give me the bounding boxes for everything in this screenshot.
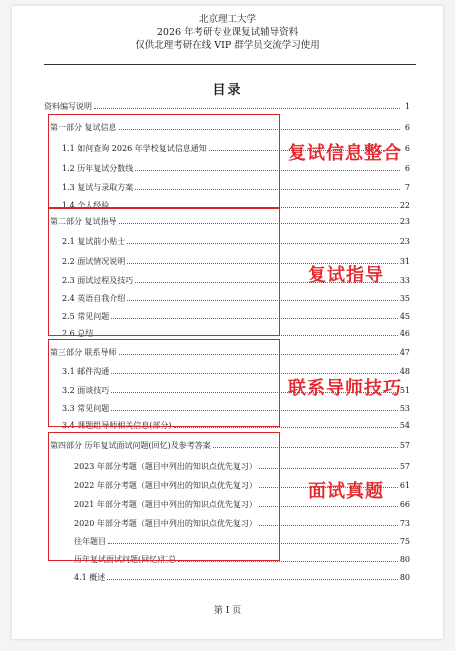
toc-item-title: 2023 年部分考题（题目中列出的知识点优先复习） [74,462,257,471]
toc-item-title: 1.2 历年复试分数线 [62,164,134,173]
toc-entry-page: 61 [399,481,410,490]
toc-leader [178,561,398,562]
toc-entry-preface[interactable] [44,99,410,112]
annotation-review-info: 复试信息整合 [288,143,402,164]
toc-section-title: 第四部分 历年复试面试问题(回忆)及参考答案 [50,441,211,450]
toc-entry-page: 48 [399,367,410,376]
toc-entry-page: 31 [399,257,410,266]
toc-entry-page: 53 [399,404,410,413]
toc-entry-page: 80 [399,555,410,564]
toc-section-title: 第二部分 复试指导 [50,217,117,226]
toc-leader [174,427,398,428]
toc-item-title: 1.4 个人经验 [62,201,110,210]
highlight-box-part4 [48,432,280,561]
toc-item-title: 4.1 概述 [74,573,106,582]
toc-entry-page: 33 [399,276,410,285]
toc-section-title: 第三部分 联系导师 [50,348,117,357]
toc-entry-page: 46 [399,329,410,338]
document-page [12,6,443,639]
toc-entry-page: 6 [404,164,410,173]
toc-item-title: 2.4 英语自我介绍 [62,294,126,303]
toc-entry-page: 7 [404,183,410,192]
toc-title: 目录 [212,83,243,98]
annotation-interview-questions: 面试真题 [308,481,384,502]
toc-item-title: 2.5 常见问题 [62,312,110,321]
header-material-title: 2026 年考研专业课复试辅导资料 [156,27,299,38]
toc-item-title: 2020 年部分考题（题目中列出的知识点优先复习） [74,519,257,528]
toc-entry-page: 45 [399,312,410,321]
toc-item-title: 2021 年部分考题（题目中列出的知识点优先复习） [74,500,257,509]
toc-entry-page: 23 [399,237,410,246]
toc-item-title: 3.1 邮件沟通 [62,367,110,376]
toc-item-title: 3.2 面谈技巧 [62,386,110,395]
toc-item-4-1[interactable] [74,570,410,583]
header-school: 北京理工大学 [198,14,256,25]
header-rule [44,64,416,65]
toc-item-title: 3.3 常见问题 [62,404,110,413]
toc-entry-page: 73 [399,519,410,528]
toc-entry-page: 6 [404,123,410,132]
toc-entry-page: 75 [399,537,410,546]
toc-entry-page: 51 [399,386,410,395]
highlight-box-part2 [48,208,280,336]
toc-entry-page: 47 [399,348,410,357]
toc-entry-page: 6 [404,144,410,153]
highlight-box-part1 [48,114,280,208]
toc-item-title: 历年复试面试问题(回忆)汇总 [74,555,177,564]
annotation-review-guide: 复试指导 [308,265,384,286]
toc-item-title: 2022 年部分考题（题目中列出的知识点优先复习） [74,481,257,490]
toc-item-title: 3.4 课题组导师相关信息(部分) [62,421,172,430]
toc-entry-page: 80 [399,573,410,582]
toc-item-title: 2.1 复试前小贴士 [62,237,126,246]
header-usage-note: 仅供北理考研在线 VIP 群学员交流学习使用 [135,40,320,51]
toc-item-title: 2.6 总结 [62,329,94,338]
toc-section-title: 第一部分 复试信息 [50,123,117,132]
toc-item-title: 1.3 复试与录取方案 [62,183,134,192]
toc-entry-page: 22 [399,201,410,210]
toc-entry-page: 66 [399,500,410,509]
toc-entry-page: 35 [399,294,410,303]
toc-leader [94,108,400,109]
highlight-box-part3 [48,339,280,427]
annotation-contact-tips: 联系导师技巧 [288,378,402,399]
toc-entry-page: 54 [399,421,410,430]
toc-entry-page: 1 [404,102,410,111]
toc-entry-page: 23 [399,217,410,226]
toc-entry-page: 57 [399,462,410,471]
toc-item-title: 1.1 如何查询 2026 年学校复试信息通知 [62,144,207,153]
page-footer: 第 I 页 [213,606,242,616]
toc-leader [107,579,398,580]
toc-item-title: 2.2 面试情况说明 [62,257,126,266]
toc-item-title: 往年题目 [74,537,106,546]
toc-item-title: 2.3 面试过程及技巧 [62,276,134,285]
toc-entry-page: 57 [399,441,410,450]
toc-entry-title: 资料编写说明 [44,102,92,111]
